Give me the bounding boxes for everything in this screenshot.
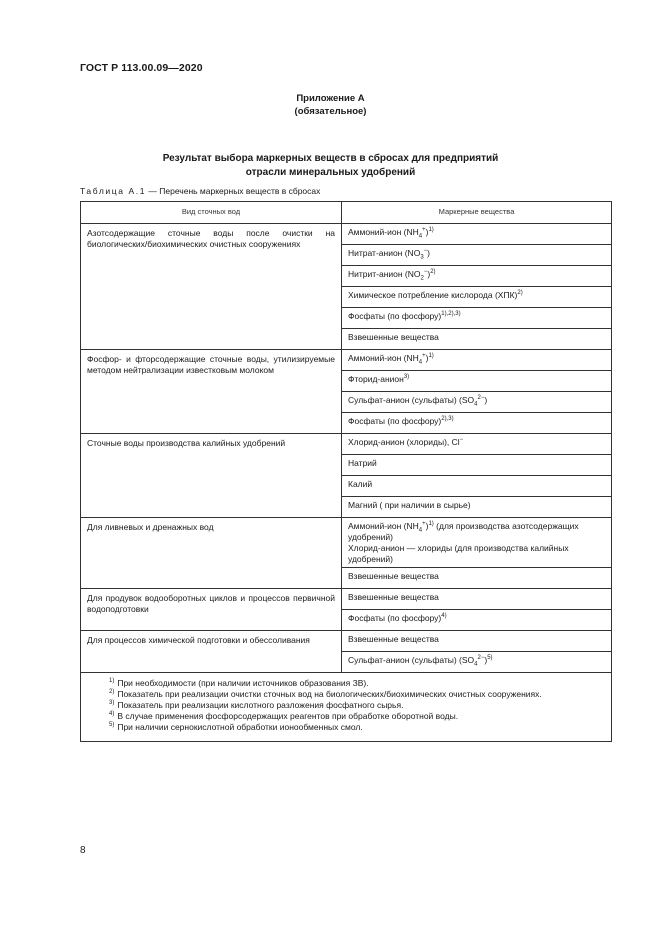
marker-text: Аммоний-ион (NH [348, 353, 419, 363]
footnote-text: В случае применения фосфорсодержащих реагентов при обработке оборотной воды. [117, 711, 459, 721]
marker-subscript: 4 [418, 233, 423, 240]
table-row [81, 589, 612, 610]
footnote-text: Показатель при реализации очистки сточных вод на биологических/биохимических очистных сооружениях. [117, 689, 542, 699]
water-type-cell: Фосфор- и фторсодержащие сточные воды, утилизируемые методом нейтрализации известковым молоком [81, 350, 342, 434]
document-title-line-1: Результат выбора маркерных веществ в сбросах для предприятий [162, 153, 499, 164]
marker-text: Фторид-анион [348, 374, 404, 384]
marker-text: Хлорид-анион — хлориды (для производства калийных удобрений) [348, 543, 569, 564]
marker-substance-cell [342, 350, 612, 371]
marker-subscript: 4 [418, 527, 423, 534]
marker-subscript: 4 [474, 401, 478, 408]
marker-text: Нитрат-анион (NO [348, 248, 421, 258]
marker-text: Хлорид-анион (хлориды), Cl [348, 437, 460, 447]
marker-superscript: 2− [477, 655, 485, 662]
notes-row [81, 673, 612, 742]
marker-superscript: 1) [428, 353, 434, 360]
marker-substance-cell [342, 392, 612, 413]
marker-text: ) [425, 353, 429, 363]
marker-superscript: 1) [428, 227, 434, 234]
table-body [81, 224, 612, 742]
footnote [89, 700, 603, 711]
table-row [81, 350, 612, 371]
marker-substance-cell [342, 413, 612, 434]
marker-superscript: + [422, 353, 426, 360]
marker-substance-cell [342, 308, 612, 329]
appendix-title: Приложение А [296, 93, 365, 104]
marker-substance-cell [342, 497, 612, 518]
column-header-markers: Маркерные вещества [342, 202, 612, 224]
marker-subscript: 4 [474, 661, 478, 668]
marker-text: ) [425, 521, 429, 531]
document-title-line-2: отрасли минеральных удобрений [245, 166, 416, 178]
water-type-cell: Для ливневых и дренажных вод [81, 518, 342, 589]
standard-code: ГОСТ Р 113.00.09—2020 [80, 62, 203, 74]
marker-text: Сульфат-анион (сульфаты) (SO [348, 395, 475, 405]
table-caption-text: — Перечень маркерных веществ в сбросах [146, 186, 321, 196]
marker-superscript: + [422, 521, 426, 528]
marker-text: ) [484, 395, 488, 405]
marker-text: Фосфаты (по фосфору) [348, 311, 442, 321]
marker-superscript: − [459, 437, 464, 444]
marker-substance-cell [342, 266, 612, 287]
footnote-mark: 5) [109, 722, 115, 729]
document-title [0, 152, 661, 179]
water-type-cell: Для продувок водооборотных циклов и процессов первичной водоподготовки [81, 589, 342, 631]
marker-substance-cell [342, 371, 612, 392]
marker-text: Фосфаты (по фосфору) [348, 416, 442, 426]
marker-text: ) [425, 227, 429, 237]
table-row [81, 224, 612, 245]
marker-text: Взвешенные вещества [348, 592, 439, 602]
marker-substance-cell [342, 652, 612, 673]
marker-superscript: 2− [477, 395, 485, 402]
marker-text: (для производства азотсодержащих удобрений) [348, 521, 579, 542]
marker-superscript: + [422, 227, 426, 234]
appendix-heading [0, 92, 661, 118]
footnote-mark: 1) [109, 678, 115, 685]
marker-substance-cell [342, 329, 612, 350]
footnote-text: При наличии сернокислотной обработки ионообменных смол. [117, 722, 363, 732]
marker-text: Нитрит-анион (NO [348, 269, 421, 279]
footnote [89, 722, 603, 733]
marker-text: Химическое потребление кислорода (ХПК) [348, 290, 518, 300]
marker-text: ) [484, 655, 488, 665]
page-number: 8 [80, 845, 86, 856]
water-type-cell: Азотсодержащие сточные воды после очистки на биологических/биохимических очистных сооружениях [81, 224, 342, 350]
marker-substance-cell [342, 518, 612, 568]
marker-text: Взвешенные вещества [348, 634, 439, 644]
marker-text: Сульфат-анион (сульфаты) (SO [348, 655, 475, 665]
marker-subscript: 3 [420, 254, 424, 261]
marker-text: Калий [348, 479, 373, 489]
marker-subscript: 4 [418, 359, 423, 366]
footnote-mark: 3) [109, 700, 115, 707]
marker-text: Взвешенные вещества [348, 332, 439, 342]
marker-superscript: 1),2),3) [441, 311, 461, 318]
marker-superscript: 2) [430, 269, 436, 276]
marker-superscript: 2) [517, 290, 523, 297]
marker-text: Натрий [348, 458, 377, 468]
water-type-cell: Сточные воды производства калийных удобрений [81, 434, 342, 518]
footnote [89, 678, 603, 689]
marker-substance-cell [342, 245, 612, 266]
table-header-row [81, 202, 612, 224]
marker-superscript: 4) [441, 613, 447, 620]
marker-substance-cell [342, 568, 612, 589]
marker-substance-cell [342, 631, 612, 652]
marker-superscript: 2),3) [441, 416, 454, 423]
table-row [81, 434, 612, 455]
marker-superscript: 1) [428, 521, 434, 528]
marker-text: Фосфаты (по фосфору) [348, 613, 442, 623]
footnote-text: При необходимости (при наличии источников образования ЗВ). [117, 678, 369, 688]
table-caption-label: Таблица А.1 [80, 186, 147, 196]
appendix-status: (обязательное) [294, 106, 367, 117]
marker-text: ) [427, 248, 431, 258]
marker-text: ) [427, 269, 431, 279]
footnote [89, 689, 603, 700]
marker-substance-cell [342, 287, 612, 308]
water-type-cell: Для процессов химической подготовки и обессоливания [81, 631, 342, 673]
marker-text: Аммоний-ион (NH [348, 521, 419, 531]
column-header-water-type: Вид сточных вод [81, 202, 342, 224]
table-row [81, 518, 612, 568]
table-caption [80, 186, 320, 196]
marker-superscript: − [423, 248, 428, 255]
footnotes [81, 673, 612, 742]
marker-substance-cell [342, 589, 612, 610]
marker-subscript: 2 [420, 275, 424, 282]
marker-superscript: 5) [487, 655, 493, 662]
marker-text: Магний ( при наличии в сырье) [348, 500, 471, 510]
marker-substance-cell [342, 224, 612, 245]
footnote [89, 711, 603, 722]
marker-text: Аммоний-ион (NH [348, 227, 419, 237]
marker-substance-cell [342, 610, 612, 631]
marker-substances-table [80, 201, 612, 742]
marker-superscript: 3) [403, 374, 410, 381]
table-row [81, 631, 612, 652]
marker-substance-cell [342, 476, 612, 497]
marker-text: Взвешенные вещества [348, 571, 439, 581]
footnote-mark: 4) [109, 711, 115, 718]
marker-substance-cell [342, 434, 612, 455]
footnote-mark: 2) [109, 689, 115, 696]
marker-substance-cell [342, 455, 612, 476]
marker-superscript: − [423, 269, 428, 276]
footnote-text: Показатель при реализации кислотного разложения фосфатного сырья. [117, 700, 404, 710]
